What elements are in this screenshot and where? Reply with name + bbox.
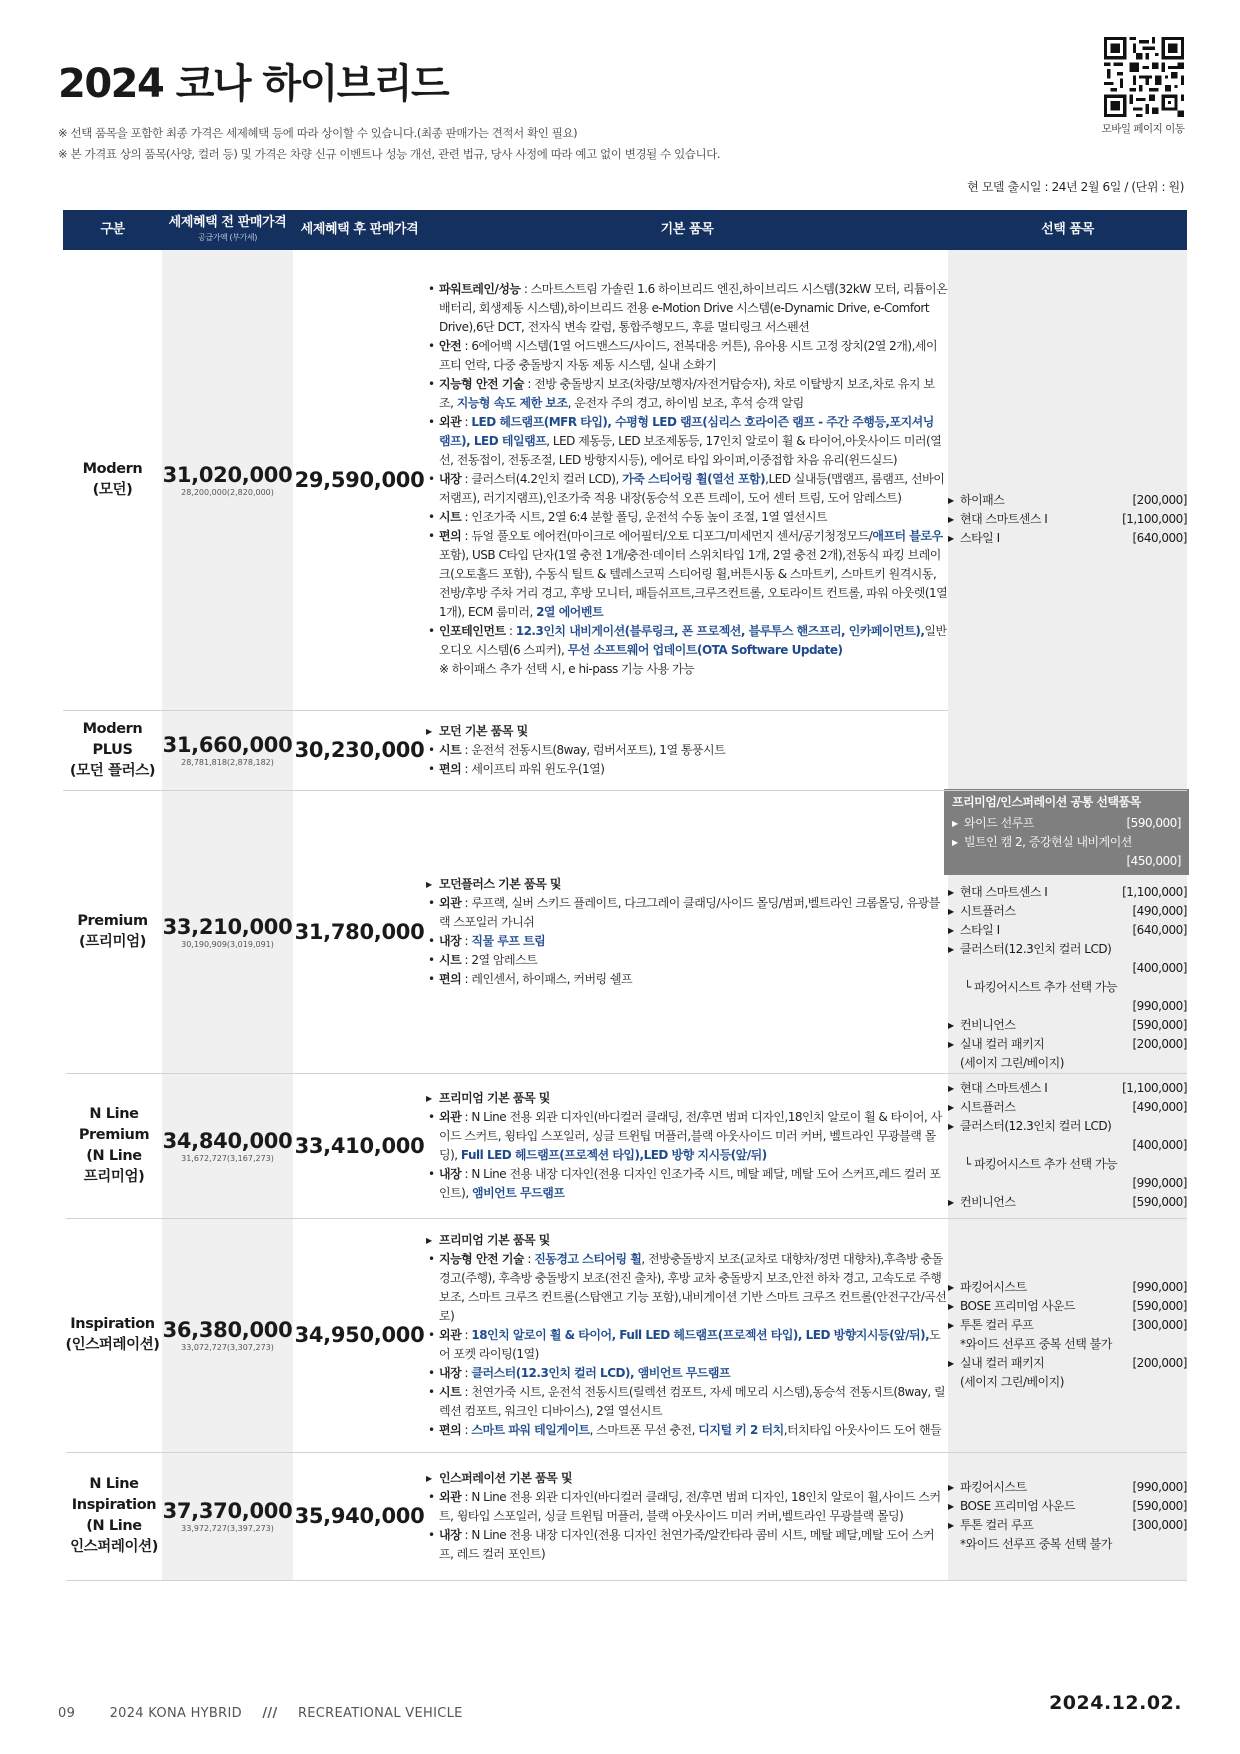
basic-item-text: 스마트스트림 가솔린 1.6 하이브리드 엔진, [530, 282, 743, 297]
basic-item [426, 1089, 948, 1108]
basic-item-text: 아웃사이드 미러(열선, 전동접이, 전동조절, LED 방향지시등), 에어로 타입 와이퍼, [439, 434, 942, 468]
basic-item-text: N Line 전용 내장 디자인(전용 디자인 인조가죽 시트, 메탈 페달, 메탈 도어 스커프, [471, 1166, 879, 1181]
basic-item-text: 인스퍼레이션 기본 품목 및 [439, 1470, 573, 1485]
basic-item-text: 레드 컬러 포인트), [439, 1166, 941, 1200]
options-cell [948, 1073, 1187, 1218]
basic-item-text: 애프터 블로우 [872, 529, 943, 544]
basic-item: • 내장 : 클러스터(4.2인치 컬러 LCD), 가죽 스티어링 휠(열선 포함),LED 실내등(맵램프, 룸램프, 선바이저램프), 러기지램프),인조가죽 적용 내장(동승석 오픈 트레이, 도어 센터 트림, 도어 암레스트) [426, 470, 948, 508]
basic-item: • 시트 : 운전석 전동시트(8way, 럼버서포트), 1열 통풍시트 [426, 741, 948, 760]
option-price: [590,000] [1132, 1499, 1187, 1513]
basic-item-text: 차로 유지 보조, [439, 377, 935, 411]
basic-item-text: 후측방 충돌 경고(주행), 후측방 충돌방지 보조(전진 출차), 후방 교차 충돌방지 보조, [439, 1251, 943, 1285]
basic-item-text: 레인센서, 하이패스, 커버링 쉘프 [471, 971, 633, 986]
header-pre-price [162, 210, 293, 250]
option-name-cont: (세이지 그린/베이지) [960, 1055, 1064, 1070]
pre-benefit-price-cell [162, 1452, 293, 1580]
basic-item-text: 클러스터(4.2인치 컬러 LCD), [471, 472, 623, 487]
trim-name: Modern (모던) [63, 250, 162, 710]
basic-item-text: 크루즈컨트롤, 오토라이트 컨트롤, 파워 아웃렛(1열 1개), ECM 룸미러, [439, 586, 948, 620]
basic-item-key: 편의 [439, 761, 462, 776]
header-post-price: 세제혜택 후 판매가격 [293, 210, 426, 250]
trim-name: N Line Inspiration (N Line 인스퍼레이션) [63, 1452, 162, 1580]
basic-item-text: 프리미엄 기본 품목 및 [439, 1090, 550, 1105]
basic-item-text: 인조가죽 적용 내장(동승석 오픈 트레이, 도어 센터 트림, 도어 암레스트) [546, 491, 902, 506]
option-sub-item[interactable]: └ 파킹어시스트 추가 선택 가능 [964, 1157, 1118, 1171]
option-item[interactable] [948, 1098, 1187, 1117]
basic-item: • 내장 : 클러스터(12.3인치 컬러 LCD), 앰비언트 무드램프 [426, 1364, 948, 1383]
basic-item [426, 1231, 948, 1250]
basic-item-key: 내장 [439, 1527, 462, 1542]
basic-item-text: N Line 전용 내장 디자인(전용 디자인 천연가죽/알칸타라 콤비 시트, 메탈 페달, [471, 1527, 861, 1542]
option-price: [590,000] [1132, 1195, 1187, 1209]
post-benefit-price: 31,780,000 [293, 790, 426, 1073]
basic-item-text: 사이드 스커트, 윙타입 스포일러, 싱글 트윈팁 머플러, 블랙 아웃사이드 미러 커버, [439, 1489, 941, 1523]
post-benefit-price: 34,950,000 [293, 1218, 426, 1452]
option-item[interactable] [948, 883, 1187, 902]
basic-item: • 시트 : 천연가죽 시트, 운전석 전동시트(릴렉션 컴포트, 자세 메모리 시스템),동승석 전동시트(8way, 릴렉션 컴포트, 워크인 디바이스), 2열 열선시트 [426, 1383, 948, 1421]
table-row [63, 1218, 1187, 1452]
basic-item-key: 파워트레인/성능 [439, 282, 521, 297]
basic-item-text: 직물 루프 트림 [471, 933, 546, 948]
basic-item: • 시트 : 인조가죽 시트, 2열 6:4 분할 폴딩, 운전석 수동 높이 조절, 1열 열선시트 [426, 508, 948, 527]
basic-item-text: , 전방충돌방지 보조(교차로 대향차/정면 대향차), [641, 1251, 884, 1266]
basic-item-text: 하이브리드 시스템(32kW 모터, 리튬이온 배터리, 회생제동 시스템), [439, 282, 948, 316]
basic-item-text: , 스마트폰 무선 충전, [589, 1422, 699, 1437]
basic-item-text: 12.3인치 내비게이션(블루링크, 폰 프로젝션, 블루투스 핸즈프리, 인카페이먼트), [515, 624, 925, 639]
pre-benefit-price-cell [162, 250, 293, 710]
option-name: ▶ 현대 스마트센스 Ⅰ [948, 1079, 1047, 1098]
basic-items [426, 790, 948, 1073]
qr-label: 모바일 페이지 이동 [1101, 123, 1185, 135]
option-name: ▶ BOSE 프리미엄 사운드 [948, 1297, 1075, 1316]
option-price-line: [450,000] [1126, 853, 1181, 868]
option-name: ▶ 투톤 컬러 루프 [948, 1516, 1033, 1535]
option-name: ▶ 컨비니언스 [948, 1193, 1015, 1212]
table-row [63, 250, 1187, 710]
basic-item [426, 660, 948, 679]
basic-item-key: 시트 [439, 952, 462, 967]
basic-item-text: 무선 소프트웨어 업데이트(OTA Software Update) [567, 643, 843, 658]
release-info: 현 모델 출시일 : 24년 2월 6일 / (단위 : 원) [967, 180, 1184, 194]
basic-item-key: 외관 [439, 895, 462, 910]
basic-item-text: 모던 기본 품목 및 [439, 723, 528, 738]
option-name: ▶ BOSE 프리미엄 사운드 [948, 1497, 1075, 1516]
basic-item-text: N Line 전용 외관 디자인(바디컬러 클래딩, 전/후면 범퍼 디자인, [471, 1109, 788, 1124]
basic-item-text: 벨트라인 무광블랙 몰딩) [781, 1508, 904, 1523]
option-price: [1,100,000] [1122, 884, 1187, 899]
supply-price: 33,072,727(3,307,273) [181, 1343, 274, 1352]
option-item[interactable] [948, 491, 1187, 510]
option-price: [200,000] [1132, 1356, 1187, 1370]
basic-item-text: 천연가죽 시트, 운전석 전동시트(릴렉션 컴포트, 자세 메모리 시스템), [471, 1384, 813, 1399]
option-name: ▶ 현대 스마트센스 Ⅰ [948, 510, 1047, 529]
note-line: ※ 선택 품목을 포함한 최종 가격은 세제혜택 등에 따라 상이할 수 있습니다.(최종 판매가는 견적서 확인 필요) [58, 126, 578, 140]
option-price: [990,000] [1132, 1480, 1187, 1494]
option-price: [200,000] [1132, 1036, 1187, 1051]
page-number: 09 [58, 1706, 76, 1721]
note-line: ※ 본 가격표 상의 품목(사양, 컬러 등) 및 가격은 차량 신규 이벤트나 성능 개선, 관련 법규, 당사 사정에 따라 예고 없이 변경될 수 있습니다. [58, 147, 721, 161]
pre-benefit-price: 31,020,000 [162, 462, 293, 487]
basic-item-text: Full LED 헤드램프(프로젝션 타입), [460, 1147, 644, 1162]
trim-name: Premium (프리미엄) [63, 790, 162, 1073]
option-item[interactable] [948, 921, 1187, 940]
basic-item-text: 6단 DCT, 전자식 변속 칼럼, 통합주행모드, 후륜 멀티링크 서스펜션 [476, 320, 810, 335]
header-pre-price-label: 세제혜택 전 판매가격 [168, 214, 287, 230]
basic-item-text: 앰비언트 무드램프 [472, 1185, 565, 1200]
pre-benefit-price-cell [162, 790, 293, 1073]
supply-price: 28,200,000(2,820,000) [181, 487, 274, 497]
option-name: ▶ 현대 스마트센스 Ⅰ [948, 883, 1047, 902]
pre-benefit-price: 33,210,000 [162, 914, 293, 939]
option-name: ▶ 와이드 선루프 [952, 814, 1034, 833]
option-price: [990,000] [1132, 1280, 1187, 1294]
basic-item-text: 세이프티 언락, 다중 충돌방지 자동 제동 시스템, 실내 소화기 [439, 339, 938, 373]
option-note: *와이드 선루프 중복 선택 불가 [960, 1337, 1112, 1351]
basic-item: • 내장 : N Line 전용 내장 디자인(전용 디자인 천연가죽/알칸타라 콤비 시트, 메탈 페달,메탈 도어 스커프, 레드 컬러 포인트) [426, 1526, 948, 1564]
option-name: ▶ 파킹어시스트 [948, 1278, 1027, 1297]
basic-item-text: 메탈 도어 스커프, 레드 컬러 포인트) [439, 1527, 935, 1561]
basic-item-text: 일반 오디오 시스템(6 스피커), [439, 624, 947, 658]
basic-item-text: , [765, 472, 769, 487]
basic-item-text: 듀얼 풀오토 에어컨(마이크로 에어필터/오토 디포그/미세먼지 센서/공기청정모드/ [471, 529, 873, 544]
basic-item-text: 도어 포켓 라이팅(1열) [439, 1327, 941, 1361]
basic-item-text: , LED 제동등, LED 보조제동등, 17인치 알로이 휠 & 타이어, [546, 434, 846, 449]
basic-item-text: 이중접합 차음 유리(윈드실드) [749, 453, 898, 468]
basic-item-key: 안전 [439, 339, 462, 354]
option-item[interactable] [948, 902, 1187, 921]
basic-item-text: 루프랙, 실버 스키드 플레이트, 다크그레이 클래딩/사이드 몰딩/범퍼, [471, 895, 808, 910]
supply-price: 33,972,727(3,397,273) [181, 1524, 274, 1533]
basic-item: • 시트 : 2열 암레스트 [426, 951, 948, 970]
option-price: [490,000] [1132, 903, 1187, 918]
option-price: [200,000] [1132, 493, 1187, 508]
supply-price: 28,781,818(2,878,182) [181, 758, 274, 767]
option-price: [400,000] [1132, 1138, 1187, 1152]
basic-item-text: 벨트라인 크롬몰딩, 유광블랙 스포일러 가니쉬 [439, 895, 940, 929]
basic-items [426, 1452, 948, 1580]
option-item[interactable] [948, 1516, 1187, 1535]
basic-item-text: , 운전자 주의 경고, 하이빔 보조, 후석 승객 알림 [567, 396, 804, 411]
header-category: 구분 [63, 210, 162, 250]
basic-item: • 외관 : N Line 전용 외관 디자인(바디컬러 클래딩, 전/후면 범퍼 디자인,18인치 알로이 휠 & 타이어, 사이드 스커트, 윙타입 스포일러, 싱글 트윈팁 머플러,블랙 아웃사이드 미러 커버, 벨트라인 무광블랙 몰딩), Full LED 헤드램프(프로젝션 타입),LED 방향 지시등(앞/뒤) [426, 1108, 948, 1165]
common-options-box [944, 789, 1189, 875]
basic-item-key: 지능형 안전 기술 [439, 377, 525, 392]
basic-item-text: LED 방향 지시등(앞/뒤) [643, 1147, 767, 1162]
option-name: ▶ 시트플러스 [948, 1098, 1015, 1117]
pre-benefit-price-cell [162, 1218, 293, 1452]
option-price: [300,000] [1132, 1518, 1187, 1532]
basic-items [426, 710, 948, 790]
table-header [63, 210, 1187, 250]
basic-item [426, 875, 948, 894]
basic-item-key: 외관 [439, 1109, 462, 1124]
basic-item-key: 편의 [439, 971, 462, 986]
option-price: [400,000] [1132, 960, 1187, 975]
supply-price: 31,672,727(3,167,273) [181, 1153, 274, 1163]
option-item[interactable] [948, 1079, 1187, 1098]
basic-item: • 지능형 안전 기술 : 전방 충돌방지 보조(차량/보행자/자전거탑승자), 차로 이탈방지 보조,차로 유지 보조, 지능형 속도 제한 보조, 운전자 주의 경고, 하이빔 보조, 후석 승객 알림 [426, 375, 948, 413]
basic-item-text: 18인치 알로이 휠 & 타이어, 사이드 스커트, 윙타입 스포일러, 싱글 트윈팁 머플러, [439, 1109, 942, 1143]
table-row [63, 1073, 1187, 1218]
basic-item: • 외관 : LED 헤드램프(MFR 타입), 수평형 LED 램프(심리스 호라이즌 램프 - 주간 주행등,포지셔닝 램프), LED 테일램프, LED 제동등, LED 보조제동등, 17인치 알로이 휠 & 타이어,아웃사이드 미러(열선, 전동접이, 전동조절, LED 방향지시등), 에어로 타입 와이퍼,이중접합 차음 유리(윈드실드) [426, 413, 948, 470]
trim-name: Modern PLUS (모던 플러스) [63, 710, 162, 790]
trim-name: N Line Premium (N Line 프리미엄) [63, 1073, 162, 1218]
basic-item: • 파워트레인/성능 : 스마트스트림 가솔린 1.6 하이브리드 엔진,하이브리드 시스템(32kW 모터, 리튬이온 배터리, 회생제동 시스템),하이브리드 전용 e-Motion Drive 시스템(e-Dynamic Drive, e-Comfort Drive),6단 DCT, 전자식 변속 칼럼, 통합주행모드, 후륜 멀티링크 서스펜션 [426, 280, 948, 337]
basic-item-key: 외관 [439, 1327, 462, 1342]
footer-model: 2024 KONA HYBRID [109, 1706, 242, 1721]
basic-item: • 외관 : N Line 전용 외관 디자인(바디컬러 클래딩, 전/후면 범퍼 디자인, 18인치 알로이 휠,사이드 스커트, 윙타입 스포일러, 싱글 트윈팁 머플러, 블랙 아웃사이드 미러 커버,벨트라인 무광블랙 몰딩) [426, 1488, 948, 1526]
option-name: ▶ 빌트인 캠 2, 증강현실 내비게이션 [952, 833, 1132, 852]
basic-item: • 인포테인먼트 : 12.3인치 내비게이션(블루링크, 폰 프로젝션, 블루투스 핸즈프리, 인카페이먼트),일반 오디오 시스템(6 스피커), 무선 소프트웨어 업데이트(OTA Software Update) [426, 622, 948, 660]
options-cell [948, 1218, 1187, 1452]
pre-benefit-price-cell [162, 1073, 293, 1218]
option-note: *와이드 선루프 중복 선택 불가 [960, 1537, 1112, 1551]
option-item[interactable] [948, 1354, 1187, 1373]
option-name: ▶ 실내 컬러 패키지 [948, 1354, 1044, 1373]
basic-item-key: 시트 [439, 510, 462, 525]
basic-item: • 지능형 안전 기술 : 진동경고 스티어링 휠, 전방충돌방지 보조(교차로 대향차/정면 대향차),후측방 충돌 경고(주행), 후측방 충돌방지 보조(전진 출차), 후방 교차 충돌방지 보조,안전 하차 경고, 고속도로 주행 보조, 스마트 크루즈 컨트롤(스탑앤고 기능 포함),내비게이션 기반 스마트 크루즈 컨트롤(안전구간/곡선로) [426, 1250, 948, 1326]
basic-item-text: 운전석 전동시트(8way, 럼버서포트), 1열 통풍시트 [471, 742, 726, 757]
basic-items-list [426, 1231, 948, 1440]
option-price: [990,000] [1132, 1176, 1187, 1190]
pre-benefit-price: 36,380,000 [162, 1318, 293, 1342]
footer-separator: /// [262, 1706, 278, 1721]
basic-item-key: 편의 [439, 529, 462, 544]
basic-items-list [426, 722, 948, 779]
basic-item-text: 전방 충돌방지 보조(차량/보행자/자전거탑승자), 차로 이탈방지 보조, [534, 377, 873, 392]
basic-item-text: 스마트 파워 테일게이트 [471, 1422, 590, 1437]
basic-item: • 편의 : 세이프티 파워 윈도우(1열) [426, 760, 948, 779]
option-name-cont: (세이지 그린/베이지) [960, 1375, 1064, 1389]
footer-category: RECREATIONAL VEHICLE [297, 1706, 463, 1721]
basic-item-text: 버튼시동 & 스마트키, 스마트키 원격시동, 전방/후방 주차 거리 경고, 후방 모니터, 패들쉬프트, [439, 567, 937, 601]
issue-date: 2024.12.02. [1049, 1692, 1182, 1714]
header-basic: 기본 품목 [426, 210, 948, 250]
basic-item-key: 내장 [439, 1166, 462, 1181]
basic-item-key: 시트 [439, 742, 462, 757]
option-name: ▶ 파킹어시스트 [948, 1478, 1027, 1497]
basic-items-list [426, 1469, 948, 1564]
basic-item-text: 클러스터(12.3인치 컬러 LCD), 앰비언트 무드램프 [471, 1365, 731, 1380]
basic-item-key: 지능형 안전 기술 [439, 1251, 525, 1266]
option-price: [1,100,000] [1122, 1081, 1187, 1095]
common-option-item[interactable] [952, 814, 1181, 833]
basic-item-key: 시트 [439, 1384, 462, 1399]
basic-item-text: 동승석 전동시트(8way, 릴렉션 컴포트, 워크인 디바이스), 2열 열선시트 [439, 1384, 946, 1418]
option-item[interactable] [948, 940, 1187, 959]
option-item[interactable] [948, 1316, 1187, 1335]
option-price: [590,000] [1126, 815, 1181, 830]
option-name: ▶ 클러스터(12.3인치 컬러 LCD) [948, 940, 1111, 959]
footer [58, 1706, 463, 1721]
basic-item-key: 편의 [439, 1422, 462, 1437]
supply-price: 30,190,909(3,019,091) [181, 939, 274, 949]
basic-item: • 편의 : 레인센서, 하이패스, 커버링 쉘프 [426, 970, 948, 989]
option-name: ▶ 스타일 Ⅰ [948, 529, 1000, 548]
basic-item-text: 하이브리드 전용 e-Motion Drive 시스템(e-Dynamic Drive, e-Comfort Drive), [439, 301, 930, 335]
pre-benefit-price: 37,370,000 [162, 1499, 293, 1523]
table-row [63, 1452, 1187, 1580]
post-benefit-price: 30,230,000 [293, 710, 426, 790]
basic-item-text: 내비게이션 기반 스마트 크루즈 컨트롤(안전구간/곡선로) [439, 1289, 947, 1323]
option-price: [1,100,000] [1122, 512, 1187, 527]
basic-item: • 편의 : 스마트 파워 테일게이트, 스마트폰 무선 충전, 디지털 키 2 터치,터치타입 아웃사이드 도어 핸들 [426, 1421, 948, 1440]
basic-item-key: 외관 [439, 1489, 462, 1504]
option-item[interactable] [948, 1016, 1187, 1035]
table-row [63, 790, 1187, 1073]
basic-item-text: 디지털 키 2 터치 [698, 1422, 784, 1437]
option-sub-item[interactable]: └ 파킹어시스트 추가 선택 가능 [964, 979, 1118, 994]
basic-items-list [426, 280, 948, 679]
option-price: [590,000] [1132, 1299, 1187, 1313]
option-item[interactable] [948, 1497, 1187, 1516]
header-pre-price-sub: 공급가액 (부가세) [198, 232, 257, 242]
price-table [60, 210, 1187, 1581]
option-name: ▶ 실내 컬러 패키지 [948, 1035, 1044, 1054]
common-option-item[interactable] [952, 833, 1181, 852]
basic-item-key: 내장 [439, 472, 462, 487]
basic-item-key: 외관 [439, 415, 462, 430]
basic-item-text: 2열 에어벤트 [536, 605, 604, 620]
trim-name: Inspiration (인스퍼레이션) [63, 1218, 162, 1452]
option-item[interactable] [948, 1278, 1187, 1297]
options-cell [948, 1452, 1187, 1580]
basic-item-text: 전동식 파킹 브레이크(오토홀드 포함), 수동식 틸트 & 텔레스코픽 스티어링 휠, [439, 548, 941, 582]
option-name: ▶ 투톤 컬러 루프 [948, 1316, 1033, 1335]
post-benefit-price: 29,590,000 [293, 250, 426, 710]
option-price: [300,000] [1132, 1318, 1187, 1332]
options-cell [948, 790, 1187, 1073]
basic-item [426, 722, 948, 741]
option-name: ▶ 스타일 Ⅰ [948, 921, 1000, 940]
option-price: [640,000] [1132, 531, 1187, 546]
basic-item-text: 모던플러스 기본 품목 및 [439, 876, 561, 891]
basic-item-text: 터치타입 아웃사이드 도어 핸들 [787, 1422, 942, 1437]
option-item[interactable] [948, 1035, 1187, 1054]
option-name: ▶ 컨비니언스 [948, 1016, 1015, 1035]
basic-item-text: 안전 하차 경고, 고속도로 주행 보조, 스마트 크루즈 컨트롤(스탑앤고 기능 포함), [439, 1270, 942, 1304]
post-benefit-price: 35,940,000 [293, 1452, 426, 1580]
post-benefit-price: 33,410,000 [293, 1073, 426, 1218]
basic-items [426, 1073, 948, 1218]
page-title: 2024 코나 하이브리드 [58, 61, 449, 107]
basic-item-text: 프리미엄 기본 품목 및 [439, 1232, 550, 1247]
basic-item-text: 진동경고 스티어링 휠 [534, 1251, 642, 1266]
option-item[interactable] [948, 1297, 1187, 1316]
option-item[interactable] [948, 1478, 1187, 1497]
basic-item-text: 포지셔닝 램프), LED 테일램프 [439, 415, 934, 449]
basic-item: • 내장 : N Line 전용 내장 디자인(전용 디자인 인조가죽 시트, 메탈 페달, 메탈 도어 스커프,레드 컬러 포인트), 앰비언트 무드램프 [426, 1165, 948, 1203]
option-name: ▶ 하이패스 [948, 491, 1004, 510]
basic-item [426, 1469, 948, 1488]
options-cell [948, 250, 1187, 790]
basic-item-text: , [783, 1422, 788, 1437]
option-price: [990,000] [1132, 998, 1187, 1013]
basic-item-text: 지능형 속도 제한 보조 [456, 396, 568, 411]
basic-item: • 외관 : 루프랙, 실버 스키드 플레이트, 다크그레이 클래딩/사이드 몰딩/범퍼,벨트라인 크롬몰딩, 유광블랙 스포일러 가니쉬 [426, 894, 948, 932]
basic-item-key: 내장 [439, 1365, 462, 1380]
option-name: ▶ 클러스터(12.3인치 컬러 LCD) [948, 1117, 1111, 1136]
basic-item-text: 블랙 아웃사이드 미러 커버, 벨트라인 무광블랙 몰딩), [439, 1128, 936, 1162]
basic-item-text: 18인치 알로이 휠 & 타이어, Full LED 헤드램프(프로젝션 타입), LED 방향지시등(앞/뒤), [471, 1327, 930, 1342]
option-item[interactable] [948, 510, 1187, 529]
basic-item-text: 2열 암레스트 [471, 952, 538, 967]
option-price: [640,000] [1132, 922, 1187, 937]
option-item[interactable] [948, 529, 1187, 548]
basic-item-text: N Line 전용 외관 디자인(바디컬러 클래딩, 전/후면 범퍼 디자인, 18인치 알로이 휠, [471, 1489, 882, 1504]
option-price: [490,000] [1132, 1100, 1187, 1114]
basic-items [426, 250, 948, 710]
option-price: [590,000] [1132, 1017, 1187, 1032]
basic-item-key: 내장 [439, 933, 462, 948]
qr-code-icon[interactable] [1104, 37, 1184, 117]
basic-items-list [426, 1089, 948, 1203]
basic-item-text: 포함), USB C타입 단자(1열 충전 1개/충전·데이터 스위치타입 1개, 2열 충전 2개), [439, 548, 846, 563]
option-name: ▶ 시트플러스 [948, 902, 1015, 921]
option-item[interactable] [948, 1117, 1187, 1136]
basic-item-text: 6에어백 시스템(1열 어드밴스드/사이드, 전복대응 커튼), 유아용 시트 고정 장치(2열 2개), [471, 339, 915, 354]
basic-item-text: ※ 하이패스 추가 선택 시, e hi-pass 기능 사용 가능 [439, 662, 695, 677]
basic-item-text: 인조가죽 시트, 2열 6:4 분할 폴딩, 운전석 수동 높이 조절, 1열 열선시트 [471, 510, 828, 525]
basic-item-text: LED 헤드램프(MFR 타입), 수평형 LED 램프(심리스 호라이즌 램프 - 주간 주행등, [471, 415, 890, 430]
basic-item-text: 가죽 스티어링 휠(열선 포함) [622, 472, 766, 487]
pre-benefit-price-cell [162, 710, 293, 790]
pre-benefit-price: 31,660,000 [162, 733, 293, 757]
option-item[interactable] [948, 1193, 1187, 1212]
basic-items-list [426, 875, 948, 989]
basic-item: • 편의 : 듀얼 풀오토 에어컨(마이크로 에어필터/오토 디포그/미세먼지 센서/공기청정모드/애프터 블로우 포함), USB C타입 단자(1열 충전 1개/충전·데이터 스위치타입 1개, 2열 충전 2개),전동식 파킹 브레이크(오토홀드 포함), 수동식 틸트 & 텔레스코픽 스티어링 휠,버튼시동 & 스마트키, 스마트키 원격시동, 전방/후방 주차 거리 경고, 후방 모니터, 패들쉬프트,크루즈컨트롤, 오토라이트 컨트롤, 파워 아웃렛(1열 1개), ECM 룸미러, 2열 에어벤트 [426, 527, 948, 622]
basic-item: • 안전 : 6에어백 시스템(1열 어드밴스드/사이드, 전복대응 커튼), 유아용 시트 고정 장치(2열 2개),세이프티 언락, 다중 충돌방지 자동 제동 시스템, 실내 소화기 [426, 337, 948, 375]
basic-item: • 외관 : 18인치 알로이 휠 & 타이어, Full LED 헤드램프(프로젝션 타입), LED 방향지시등(앞/뒤),도어 포켓 라이팅(1열) [426, 1326, 948, 1364]
pre-benefit-price: 34,840,000 [162, 1128, 293, 1153]
basic-item-text: LED 실내등(맵램프, 룸램프, 선바이저램프), 러기지램프), [439, 472, 945, 506]
basic-items [426, 1218, 948, 1452]
common-options-title: 프리미엄/인스퍼레이션 공통 선택품목 [952, 794, 1141, 809]
header-options: 선택 품목 [948, 210, 1187, 250]
basic-item: • 내장 : 직물 루프 트림 [426, 932, 948, 951]
notes [58, 123, 720, 165]
basic-item-text: 세이프티 파워 윈도우(1열) [471, 761, 605, 776]
basic-item-key: 인포테인먼트 [439, 624, 506, 639]
